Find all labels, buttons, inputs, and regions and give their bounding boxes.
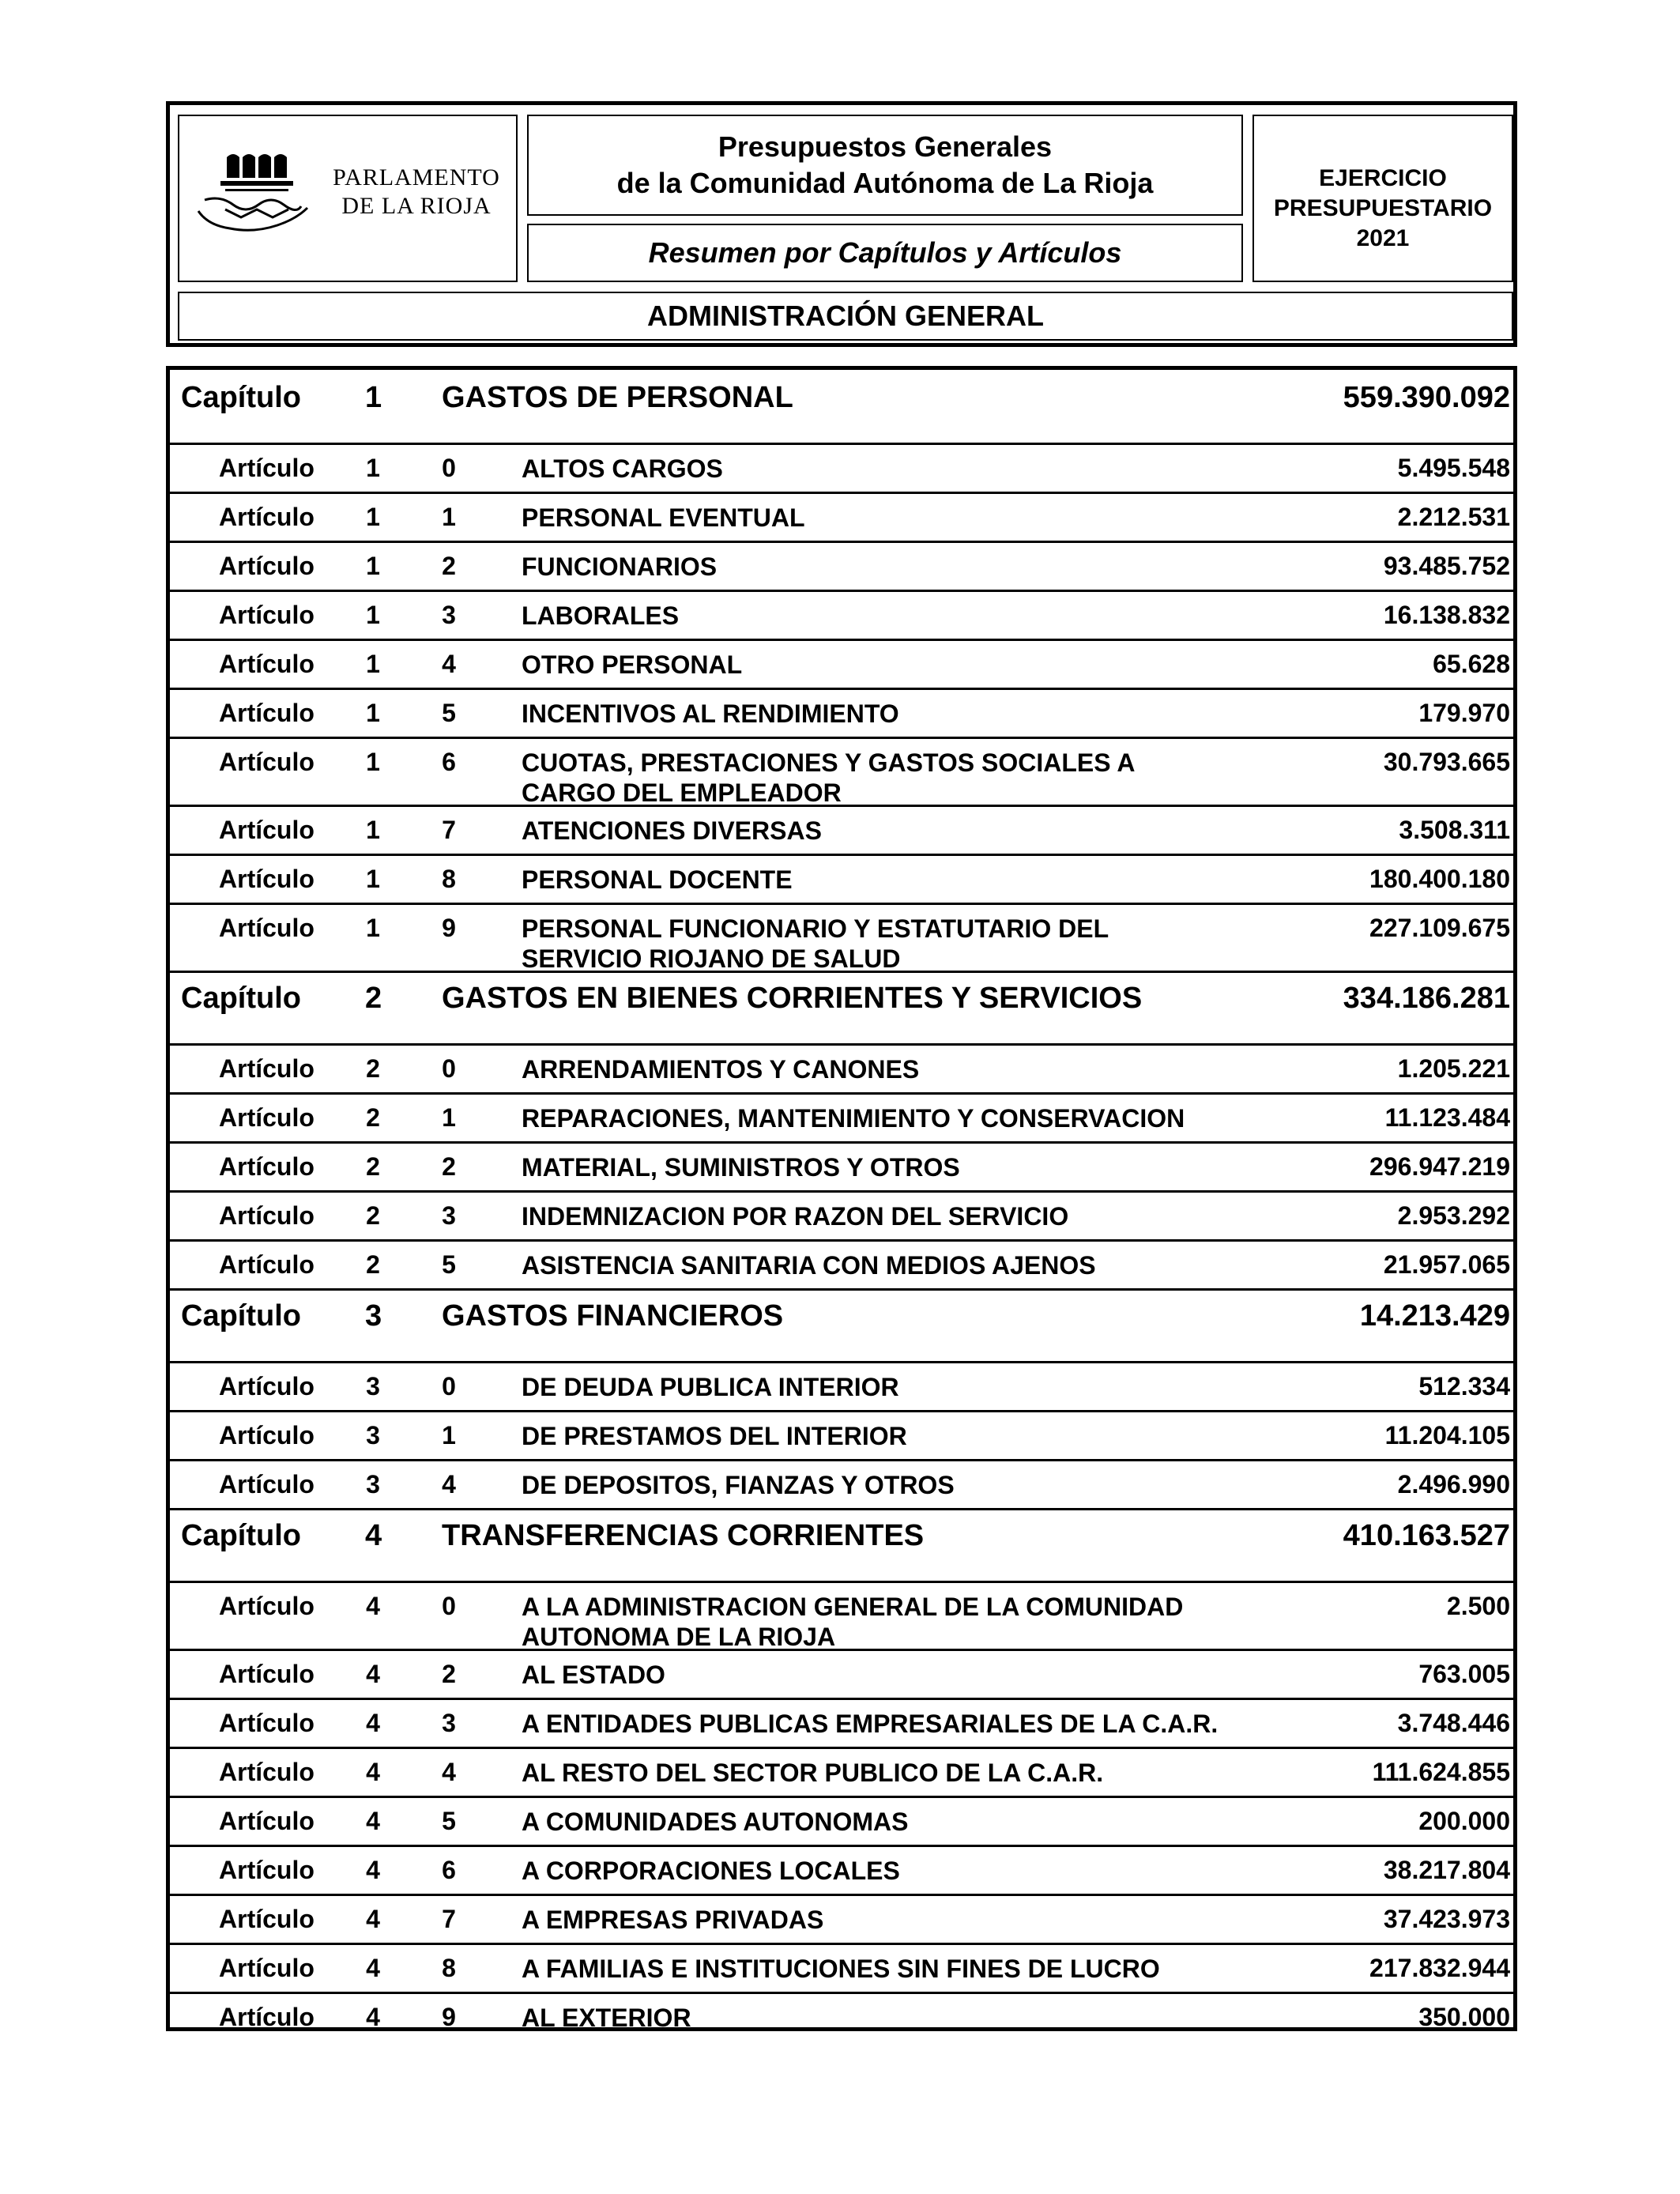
article-label: Artículo (219, 503, 315, 531)
article-amount: 111.624.855 (1372, 1758, 1510, 1786)
article-chapter: 4 (366, 1592, 380, 1620)
article-row (170, 1190, 1513, 1242)
article-number: 4 (442, 1758, 456, 1786)
chapter-row (170, 971, 1513, 1046)
article-name: LABORALES (522, 601, 680, 630)
article-label: Artículo (219, 816, 315, 844)
article-chapter: 1 (366, 454, 380, 482)
article-name: FUNCIONARIOS (522, 552, 718, 581)
article-chapter: 1 (366, 699, 380, 727)
article-amount: 512.334 (1418, 1372, 1510, 1400)
article-chapter: 2 (366, 1054, 380, 1083)
budget-table (166, 366, 1517, 2031)
chapter-number: 3 (365, 1299, 382, 1333)
article-label: Artículo (219, 1250, 315, 1279)
subtitle: Resumen por Capítulos y Artículos (648, 236, 1122, 269)
article-amount: 30.793.665 (1383, 748, 1510, 776)
article-name: A ENTIDADES PUBLICAS EMPRESARIALES DE LA C.A.R. (522, 1710, 1219, 1738)
article-number: 4 (442, 650, 456, 678)
article-number: 2 (442, 1660, 456, 1688)
article-number: 7 (442, 1905, 456, 1933)
article-row (170, 492, 1513, 543)
article-name: DE PRESTAMOS DEL INTERIOR (522, 1422, 907, 1450)
chapter-amount: 334.186.281 (1343, 982, 1510, 1015)
article-row (170, 1410, 1513, 1461)
article-label: Artículo (219, 650, 315, 678)
chapter-label: Capítulo (181, 1299, 301, 1333)
article-name: PERSONAL EVENTUAL (522, 503, 805, 532)
chapter-label: Capítulo (181, 1519, 301, 1552)
article-label: Artículo (219, 865, 315, 893)
article-label: Artículo (219, 1152, 315, 1181)
article-amount: 763.005 (1418, 1660, 1510, 1688)
article-amount: 200.000 (1418, 1807, 1510, 1835)
article-label: Artículo (219, 1201, 315, 1230)
article-label: Artículo (219, 1856, 315, 1884)
chapter-number: 2 (365, 982, 382, 1015)
logo-box (178, 115, 518, 282)
article-name: DE DEPOSITOS, FIANZAS Y OTROS (522, 1471, 955, 1499)
article-name: PERSONAL DOCENTE (522, 865, 793, 894)
article-row (170, 1141, 1513, 1193)
article-chapter: 1 (366, 865, 380, 893)
article-chapter: 3 (366, 1372, 380, 1400)
article-label: Artículo (219, 1660, 315, 1688)
article-row (170, 805, 1513, 856)
article-row (170, 1581, 1513, 1651)
article-name: MATERIAL, SUMINISTROS Y OTROS (522, 1153, 960, 1182)
parliament-name-line1: PARLAMENTO (333, 164, 500, 190)
chapter-name: GASTOS EN BIENES CORRIENTES Y SERVICIOS (442, 982, 1143, 1015)
ejercicio-label: EJERCICIO (1319, 165, 1447, 191)
article-chapter: 1 (366, 816, 380, 844)
article-chapter: 1 (366, 552, 380, 580)
article-number: 6 (442, 1856, 456, 1884)
article-name: ASISTENCIA SANITARIA CON MEDIOS AJENOS (522, 1251, 1096, 1280)
article-amount: 93.485.752 (1383, 552, 1510, 580)
chapter-amount: 410.163.527 (1343, 1519, 1510, 1552)
article-name: PERSONAL FUNCIONARIO Y ESTATUTARIO DEL SERVICIO RIOJANO DE SALUD (522, 914, 1109, 973)
chapter-row (170, 1288, 1513, 1363)
article-chapter: 1 (366, 650, 380, 678)
article-number: 3 (442, 1709, 456, 1737)
article-number: 2 (442, 1152, 456, 1181)
article-amount: 11.123.484 (1384, 1103, 1510, 1132)
article-row (170, 854, 1513, 905)
parliament-name-line2: DE LA RIOJA (341, 193, 492, 219)
article-amount: 3.748.446 (1397, 1709, 1510, 1737)
article-label: Artículo (219, 748, 315, 776)
article-row (170, 1943, 1513, 1994)
chapter-name: TRANSFERENCIAS CORRIENTES (442, 1519, 925, 1552)
article-row (170, 1459, 1513, 1510)
article-row (170, 590, 1513, 641)
article-name: REPARACIONES, MANTENIMIENTO Y CONSERVACION (522, 1104, 1185, 1133)
article-number: 1 (442, 1103, 456, 1132)
article-number: 5 (442, 1807, 456, 1835)
article-name: A CORPORACIONES LOCALES (522, 1857, 900, 1885)
article-name: AL RESTO DEL SECTOR PUBLICO DE LA C.A.R. (522, 1759, 1104, 1787)
chapter-amount: 559.390.092 (1343, 381, 1510, 414)
article-chapter: 2 (366, 1152, 380, 1181)
chapter-row (170, 1508, 1513, 1583)
article-number: 5 (442, 1250, 456, 1279)
article-amount: 180.400.180 (1369, 865, 1510, 893)
article-name: ALTOS CARGOS (522, 454, 723, 483)
article-chapter: 4 (366, 1758, 380, 1786)
article-name: AL EXTERIOR (522, 2004, 691, 2032)
article-row (170, 1747, 1513, 1798)
article-amount: 1.205.221 (1397, 1054, 1510, 1083)
title-line2: de la Comunidad Autónoma de La Rioja (616, 167, 1154, 199)
article-name: CUOTAS, PRESTACIONES Y GASTOS SOCIALES A CARGO DEL EMPLEADOR (522, 748, 1135, 807)
article-amount: 2.496.990 (1397, 1470, 1510, 1498)
article-row (170, 903, 1513, 973)
article-name: A FAMILIAS E INSTITUCIONES SIN FINES DE LUCRO (522, 1955, 1160, 1983)
article-label: Artículo (219, 1905, 315, 1933)
article-amount: 11.204.105 (1384, 1421, 1510, 1449)
subtitle-box (527, 224, 1243, 282)
article-chapter: 3 (366, 1470, 380, 1498)
article-number: 1 (442, 503, 456, 531)
article-label: Artículo (219, 699, 315, 727)
title-line1: Presupuestos Generales (718, 130, 1053, 163)
article-amount: 2.953.292 (1397, 1201, 1510, 1230)
presupuestario-label: PRESUPUESTARIO (1273, 195, 1493, 221)
article-chapter: 1 (366, 601, 380, 629)
article-label: Artículo (219, 601, 315, 629)
fiscal-year-box (1252, 115, 1513, 282)
article-row (170, 1796, 1513, 1847)
article-chapter: 4 (366, 1954, 380, 1982)
article-chapter: 1 (366, 748, 380, 776)
article-label: Artículo (219, 1103, 315, 1132)
article-row (170, 1992, 1513, 2041)
article-number: 8 (442, 1954, 456, 1982)
chapter-number: 1 (365, 381, 382, 414)
article-label: Artículo (219, 1470, 315, 1498)
article-row (170, 1894, 1513, 1945)
article-row (170, 443, 1513, 494)
article-number: 0 (442, 454, 456, 482)
article-name: INDEMNIZACION POR RAZON DEL SERVICIO (522, 1202, 1069, 1231)
article-amount: 2.212.531 (1397, 503, 1510, 531)
article-row (170, 1649, 1513, 1700)
article-row (170, 639, 1513, 690)
article-number: 9 (442, 914, 456, 942)
chapter-label: Capítulo (181, 381, 301, 414)
article-number: 0 (442, 1592, 456, 1620)
article-chapter: 2 (366, 1103, 380, 1132)
article-chapter: 2 (366, 1250, 380, 1279)
article-chapter: 4 (366, 1660, 380, 1688)
article-chapter: 3 (366, 1421, 380, 1449)
article-row (170, 1361, 1513, 1412)
parliament-logo-icon (194, 149, 312, 236)
article-number: 5 (442, 699, 456, 727)
article-row (170, 1698, 1513, 1749)
article-chapter: 4 (366, 1807, 380, 1835)
fiscal-year: 2021 (1356, 225, 1410, 251)
article-chapter: 2 (366, 1201, 380, 1230)
article-amount: 350.000 (1418, 2003, 1510, 2031)
article-label: Artículo (219, 1372, 315, 1400)
section-box (178, 292, 1513, 341)
article-number: 3 (442, 601, 456, 629)
article-row (170, 737, 1513, 807)
article-name: INCENTIVOS AL RENDIMIENTO (522, 699, 899, 728)
section-title: ADMINISTRACIÓN GENERAL (647, 300, 1044, 332)
article-number: 9 (442, 2003, 456, 2031)
article-number: 3 (442, 1201, 456, 1230)
title-box (527, 115, 1243, 216)
article-number: 2 (442, 552, 456, 580)
chapter-row (170, 370, 1513, 445)
article-chapter: 4 (366, 1905, 380, 1933)
chapter-number: 4 (365, 1519, 382, 1552)
article-name: ARRENDAMIENTOS Y CANONES (522, 1055, 920, 1084)
article-amount: 2.500 (1446, 1592, 1510, 1620)
article-number: 1 (442, 1421, 456, 1449)
article-label: Artículo (219, 1421, 315, 1449)
article-row (170, 541, 1513, 592)
article-label: Artículo (219, 552, 315, 580)
article-number: 7 (442, 816, 456, 844)
article-amount: 179.970 (1418, 699, 1510, 727)
article-name: ATENCIONES DIVERSAS (522, 816, 822, 845)
article-name: DE DEUDA PUBLICA INTERIOR (522, 1373, 899, 1401)
article-label: Artículo (219, 1954, 315, 1982)
article-label: Artículo (219, 1758, 315, 1786)
article-chapter: 1 (366, 503, 380, 531)
article-label: Artículo (219, 914, 315, 942)
article-number: 0 (442, 1054, 456, 1083)
article-name: A EMPRESAS PRIVADAS (522, 1906, 824, 1934)
article-row (170, 1092, 1513, 1144)
article-chapter: 4 (366, 1856, 380, 1884)
article-row (170, 1845, 1513, 1896)
article-row (170, 1239, 1513, 1291)
article-chapter: 4 (366, 1709, 380, 1737)
article-amount: 217.832.944 (1369, 1954, 1510, 1982)
document-header (166, 101, 1517, 347)
article-name: A LA ADMINISTRACION GENERAL DE LA COMUNIDAD AUTONOMA DE LA RIOJA (522, 1593, 1184, 1651)
article-amount: 37.423.973 (1383, 1905, 1510, 1933)
article-amount: 16.138.832 (1383, 601, 1510, 629)
chapter-amount: 14.213.429 (1359, 1299, 1510, 1333)
article-number: 4 (442, 1470, 456, 1498)
article-amount: 65.628 (1433, 650, 1510, 678)
chapter-name: GASTOS FINANCIEROS (442, 1299, 784, 1333)
chapter-name: GASTOS DE PERSONAL (442, 381, 793, 414)
article-name: OTRO PERSONAL (522, 650, 743, 679)
article-amount: 5.495.548 (1397, 454, 1510, 482)
article-label: Artículo (219, 1592, 315, 1620)
article-number: 8 (442, 865, 456, 893)
article-amount: 227.109.675 (1369, 914, 1510, 942)
article-number: 6 (442, 748, 456, 776)
article-label: Artículo (219, 1054, 315, 1083)
article-amount: 3.508.311 (1399, 816, 1510, 844)
article-amount: 21.957.065 (1383, 1250, 1510, 1279)
article-amount: 296.947.219 (1369, 1152, 1510, 1181)
article-label: Artículo (219, 2003, 315, 2031)
article-label: Artículo (219, 1807, 315, 1835)
article-number: 0 (442, 1372, 456, 1400)
article-label: Artículo (219, 454, 315, 482)
article-row (170, 688, 1513, 739)
chapter-label: Capítulo (181, 982, 301, 1015)
article-label: Artículo (219, 1709, 315, 1737)
article-chapter: 4 (366, 2003, 380, 2031)
article-name: AL ESTADO (522, 1661, 665, 1689)
article-amount: 38.217.804 (1383, 1856, 1510, 1884)
article-row (170, 1043, 1513, 1095)
parliament-name (322, 164, 511, 221)
article-name: A COMUNIDADES AUTONOMAS (522, 1808, 909, 1836)
article-chapter: 1 (366, 914, 380, 942)
